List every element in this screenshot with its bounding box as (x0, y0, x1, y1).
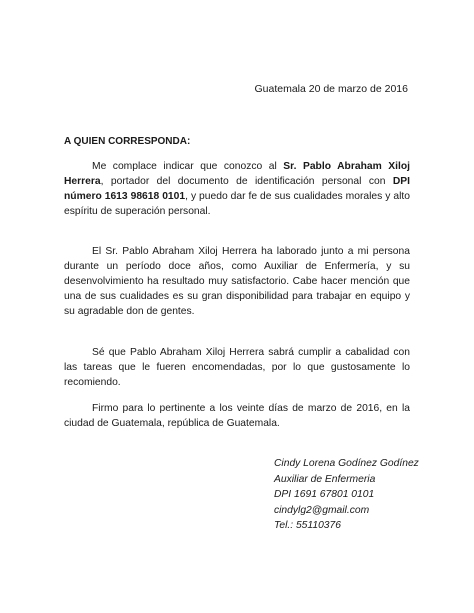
signer-phone: Tel.: 55110376 (274, 520, 341, 531)
signer-name: Cindy Lorena Godínez Godínez (274, 458, 419, 469)
paragraph-closing: Firmo para lo pertinente a los veinte días de marzo de 2016, en la ciudad de Guatemala, república de Guatemala. (64, 403, 410, 429)
salutation: A QUIEN CORRESPONDA: (64, 136, 191, 147)
signer-role: Auxiliar de Enfermeria (274, 473, 376, 485)
signature-block (274, 456, 419, 534)
paragraph-introduction (64, 159, 410, 219)
paragraph-recommendation: Sé que Pablo Abraham Xiloj Herrera sabrá cumplir a cabalidad con las tareas que le fueren encomendadas, por lo que gustosamente lo recomiendo. (64, 347, 410, 388)
signer-dpi: DPI 1691 67801 0101 (274, 489, 375, 500)
signer-email: cindylg2@gmail.com (274, 504, 370, 516)
letter-date: Guatemala 20 de marzo de 2016 (254, 83, 408, 95)
intro-text-end: , y puedo dar fe de sus cualidades morales y alto espíritu de superación personal. (64, 191, 410, 217)
paragraph-work-history: El Sr. Pablo Abraham Xiloj Herrera ha laborado junto a mi persona durante un período doce años, como Auxiliar de Enfermería, y su desenvolvimiento ha resultado muy satisfactorio. Cabe hacer mención que una de sus cualidades es su gran disponibilidad para trabajar en equipo y su agradable don de gentes. (64, 246, 410, 317)
intro-text-middle: , portador del documento de identificación personal con (100, 176, 393, 187)
person-dpi: DPI número 1613 98618 0101 (64, 176, 410, 202)
person-name: Sr. Pablo Abraham Xiloj Herrera (64, 161, 410, 187)
intro-text-start: Me complace indicar que conozco al (92, 161, 284, 172)
